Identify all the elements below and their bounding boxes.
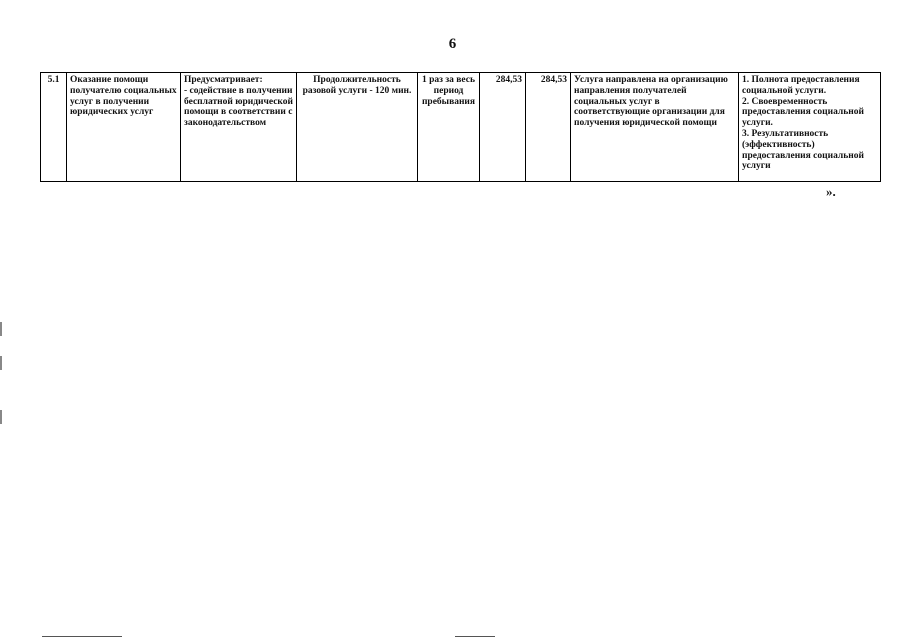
scan-edge-mark <box>0 322 2 336</box>
criteria-line: 1. Полнота предоставления социальной услуги. <box>742 75 860 96</box>
content-line: - содействие в получении бесплатной юридической помощи в соответствии с законодательством <box>184 85 293 129</box>
criteria-line: 3. Результативность (эффективность) предоставления социальной услуги <box>742 128 864 172</box>
footer-rule <box>42 636 122 637</box>
content-line: Предусматривает: <box>184 75 263 85</box>
criteria-cell <box>739 73 881 182</box>
table-row <box>41 73 881 182</box>
row-number-cell: 5.1 <box>41 73 67 182</box>
tariff-cell-2: 284,53 <box>526 73 571 182</box>
criteria-line: 2. Своевременность предоставления социальной услуги. <box>742 96 864 129</box>
service-name-cell: Оказание помощи получателю социальных услуг в получении юридических услуг <box>67 73 181 182</box>
closing-quote-mark: ». <box>826 184 836 199</box>
tariff-cell-1: 284,53 <box>480 73 526 182</box>
page-number: 6 <box>448 36 457 52</box>
scan-edge-mark <box>0 410 2 424</box>
service-content-cell <box>181 73 297 182</box>
frequency-cell: 1 раз за весь период пребывания <box>418 73 480 182</box>
services-table <box>40 72 881 182</box>
purpose-cell: Услуга направлена на организацию направления получателей социальных услуг в соответствующие организации для получения юридической помощи <box>571 73 739 182</box>
footer-rule <box>455 636 495 637</box>
scan-edge-mark <box>0 356 2 370</box>
duration-cell: Продолжительность разовой услуги - 120 мин. <box>297 73 418 182</box>
